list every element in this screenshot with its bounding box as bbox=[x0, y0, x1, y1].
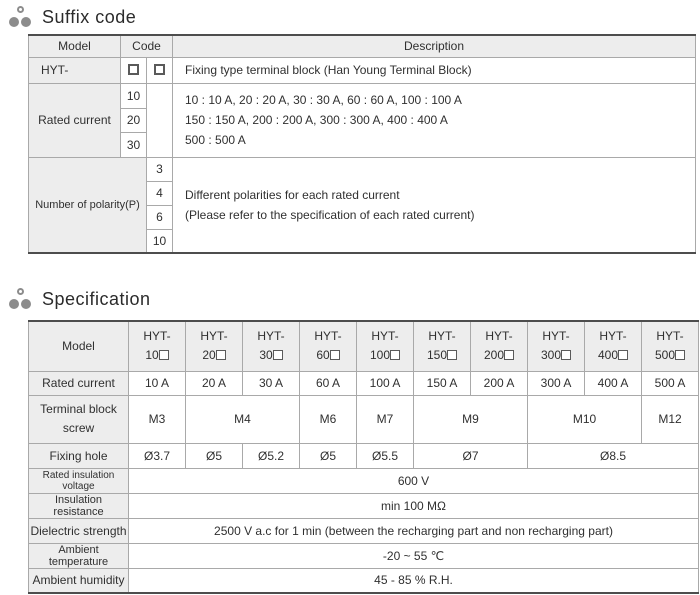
fixing-hole-label: Fixing hole bbox=[29, 443, 129, 468]
rated-current-label: Rated current bbox=[29, 83, 121, 157]
code-box-icon bbox=[273, 350, 283, 360]
polarity-code-3: 3 bbox=[147, 157, 173, 181]
ambient-temperature-value: -20 ~ 55 ℃ bbox=[129, 543, 699, 568]
terminal-screw-label-line-1: Terminal block bbox=[40, 402, 117, 416]
spec-dielectric-strength-row bbox=[29, 518, 699, 543]
model-prefix: HYT- bbox=[371, 329, 399, 344]
fixing-hole-value: Ø5.2 bbox=[243, 443, 300, 468]
dielectric-strength-label: Dielectric strength bbox=[29, 518, 129, 543]
model-prefix: HYT- bbox=[200, 329, 228, 344]
insulation-voltage-label: Rated insulation voltage bbox=[29, 468, 129, 493]
dot-filled-left bbox=[9, 17, 19, 27]
model-prefix: HYT- bbox=[257, 329, 285, 344]
model-prefix: HYT- bbox=[599, 329, 627, 344]
suffix-title: Suffix code bbox=[42, 6, 137, 27]
code-box-cell-2 bbox=[147, 57, 173, 83]
spec-title: Specification bbox=[42, 288, 151, 309]
ambient-humidity-label: Ambient humidity bbox=[29, 568, 129, 593]
spec-rated-current-row bbox=[29, 371, 699, 395]
three-dots-icon bbox=[8, 288, 32, 310]
polarity-row-1 bbox=[29, 157, 696, 181]
terminal-screw-value: M3 bbox=[129, 395, 186, 443]
polarity-desc-line-2: (Please refer to the specification of each rated current) bbox=[185, 207, 475, 222]
model-prefix: HYT- bbox=[485, 329, 513, 344]
model-code: 100 bbox=[357, 346, 413, 365]
code-box-icon bbox=[504, 350, 514, 360]
polarity-code-4: 4 bbox=[147, 181, 173, 205]
suffix-header-description: Description bbox=[173, 35, 696, 57]
fixing-hole-value: Ø8.5 bbox=[528, 443, 699, 468]
code-box-icon bbox=[447, 350, 457, 360]
code-box-icon bbox=[159, 350, 169, 360]
rated-current-value: 200 A bbox=[471, 371, 528, 395]
spec-header-hyt-300 bbox=[528, 321, 585, 371]
spec-header-hyt-100 bbox=[357, 321, 414, 371]
terminal-screw-value: M12 bbox=[642, 395, 699, 443]
spec-fixing-hole-row bbox=[29, 443, 699, 468]
rated-current-desc-line-1: 10 : 10 A, 20 : 20 A, 30 : 30 A, 60 : 60 A, 100 : 100 A bbox=[185, 93, 462, 107]
polarity-code-10: 10 bbox=[147, 229, 173, 253]
spec-terminal-screw-row bbox=[29, 395, 699, 443]
model-prefix: HYT- bbox=[314, 329, 342, 344]
terminal-screw-value: M4 bbox=[186, 395, 300, 443]
code-box-icon bbox=[154, 64, 165, 75]
model-code: 30 bbox=[243, 346, 299, 365]
terminal-screw-value: M10 bbox=[528, 395, 642, 443]
spec-header-hyt-30 bbox=[243, 321, 300, 371]
code-box-icon bbox=[330, 350, 340, 360]
rated-current-value: 100 A bbox=[357, 371, 414, 395]
rated-current-value: 60 A bbox=[300, 371, 357, 395]
rated-current-description bbox=[173, 83, 696, 157]
spec-section-title bbox=[8, 286, 700, 312]
code-box-cell-1 bbox=[121, 57, 147, 83]
rated-current-value: 10 A bbox=[129, 371, 186, 395]
spec-header-hyt-400 bbox=[585, 321, 642, 371]
model-prefix: HYT- bbox=[428, 329, 456, 344]
model-prefix: HYT- bbox=[542, 329, 570, 344]
model-code: 500 bbox=[642, 346, 698, 365]
spec-header-hyt-10 bbox=[129, 321, 186, 371]
rated-current-value: 150 A bbox=[414, 371, 471, 395]
model-code: 60 bbox=[300, 346, 356, 365]
ambient-temperature-label: Ambient temperature bbox=[29, 543, 129, 568]
code-box-icon bbox=[128, 64, 139, 75]
model-code: 150 bbox=[414, 346, 470, 365]
polarity-description bbox=[173, 157, 696, 253]
model-prefix: HYT- bbox=[656, 329, 684, 344]
three-dots-icon bbox=[8, 6, 32, 28]
dot-filled-left bbox=[9, 299, 19, 309]
model-prefix-cell: HYT- bbox=[29, 57, 121, 83]
dot-outline bbox=[17, 6, 24, 13]
fixing-hole-value: Ø3.7 bbox=[129, 443, 186, 468]
spec-header-hyt-500 bbox=[642, 321, 699, 371]
spec-header-row bbox=[29, 321, 699, 371]
model-code: 200 bbox=[471, 346, 527, 365]
rated-current-desc-line-3: 500 : 500 A bbox=[185, 133, 246, 147]
specification-table bbox=[28, 320, 699, 594]
model-description-cell: Fixing type terminal block (Han Young Terminal Block) bbox=[173, 57, 696, 83]
rated-current-label: Rated current bbox=[29, 371, 129, 395]
dielectric-strength-value: 2500 V a.c for 1 min (between the recharging part and non recharging part) bbox=[129, 518, 699, 543]
terminal-screw-value: M7 bbox=[357, 395, 414, 443]
code-box-icon bbox=[675, 350, 685, 360]
insulation-resistance-value: min 100 MΩ bbox=[129, 493, 699, 518]
rated-current-code-spacer bbox=[147, 83, 173, 157]
terminal-screw-value: M6 bbox=[300, 395, 357, 443]
code-box-icon bbox=[390, 350, 400, 360]
suffix-model-row bbox=[29, 57, 696, 83]
suffix-header-model: Model bbox=[29, 35, 121, 57]
model-code: 300 bbox=[528, 346, 584, 365]
model-code: 10 bbox=[129, 346, 185, 365]
terminal-screw-value: M9 bbox=[414, 395, 528, 443]
rated-current-value: 20 A bbox=[186, 371, 243, 395]
spec-ambient-humidity-row bbox=[29, 568, 699, 593]
insulation-voltage-value: 600 V bbox=[129, 468, 699, 493]
fixing-hole-value: Ø5.5 bbox=[357, 443, 414, 468]
polarity-label: Number of polarity(P) bbox=[29, 157, 147, 253]
model-code: 20 bbox=[186, 346, 242, 365]
spec-header-model: Model bbox=[29, 321, 129, 371]
ambient-humidity-value: 45 - 85 % R.H. bbox=[129, 568, 699, 593]
fixing-hole-value: Ø5 bbox=[300, 443, 357, 468]
rated-current-value: 300 A bbox=[528, 371, 585, 395]
spec-insulation-resistance-row bbox=[29, 493, 699, 518]
spec-header-hyt-200 bbox=[471, 321, 528, 371]
code-box-icon bbox=[216, 350, 226, 360]
rated-current-value: 30 A bbox=[243, 371, 300, 395]
polarity-code-6: 6 bbox=[147, 205, 173, 229]
terminal-screw-label-line-2: screw bbox=[62, 421, 95, 435]
suffix-section-title bbox=[8, 4, 700, 30]
spec-header-hyt-20 bbox=[186, 321, 243, 371]
rated-current-code-30: 30 bbox=[121, 132, 147, 157]
fixing-hole-value: Ø5 bbox=[186, 443, 243, 468]
rated-current-value: 400 A bbox=[585, 371, 642, 395]
code-box-icon bbox=[618, 350, 628, 360]
rated-current-code-20: 20 bbox=[121, 108, 147, 132]
spec-ambient-temperature-row bbox=[29, 543, 699, 568]
fixing-hole-value: Ø7 bbox=[414, 443, 528, 468]
insulation-resistance-label: Insulation resistance bbox=[29, 493, 129, 518]
spec-header-hyt-150 bbox=[414, 321, 471, 371]
model-code: 400 bbox=[585, 346, 641, 365]
polarity-desc-line-1: Different polarities for each rated current bbox=[185, 187, 400, 202]
dot-outline bbox=[17, 288, 24, 295]
rated-current-desc-line-2: 150 : 150 A, 200 : 200 A, 300 : 300 A, 400 : 400 A bbox=[185, 113, 448, 127]
terminal-screw-label bbox=[29, 395, 129, 443]
rated-current-value: 500 A bbox=[642, 371, 699, 395]
suffix-header-code: Code bbox=[121, 35, 173, 57]
code-box-icon bbox=[561, 350, 571, 360]
model-prefix: HYT- bbox=[143, 329, 171, 344]
suffix-header-row bbox=[29, 35, 696, 57]
spec-header-hyt-60 bbox=[300, 321, 357, 371]
spec-insulation-voltage-row bbox=[29, 468, 699, 493]
suffix-code-table bbox=[28, 34, 696, 254]
rated-current-row-1 bbox=[29, 83, 696, 108]
dot-filled-right bbox=[21, 299, 31, 309]
dot-filled-right bbox=[21, 17, 31, 27]
rated-current-code-10: 10 bbox=[121, 83, 147, 108]
